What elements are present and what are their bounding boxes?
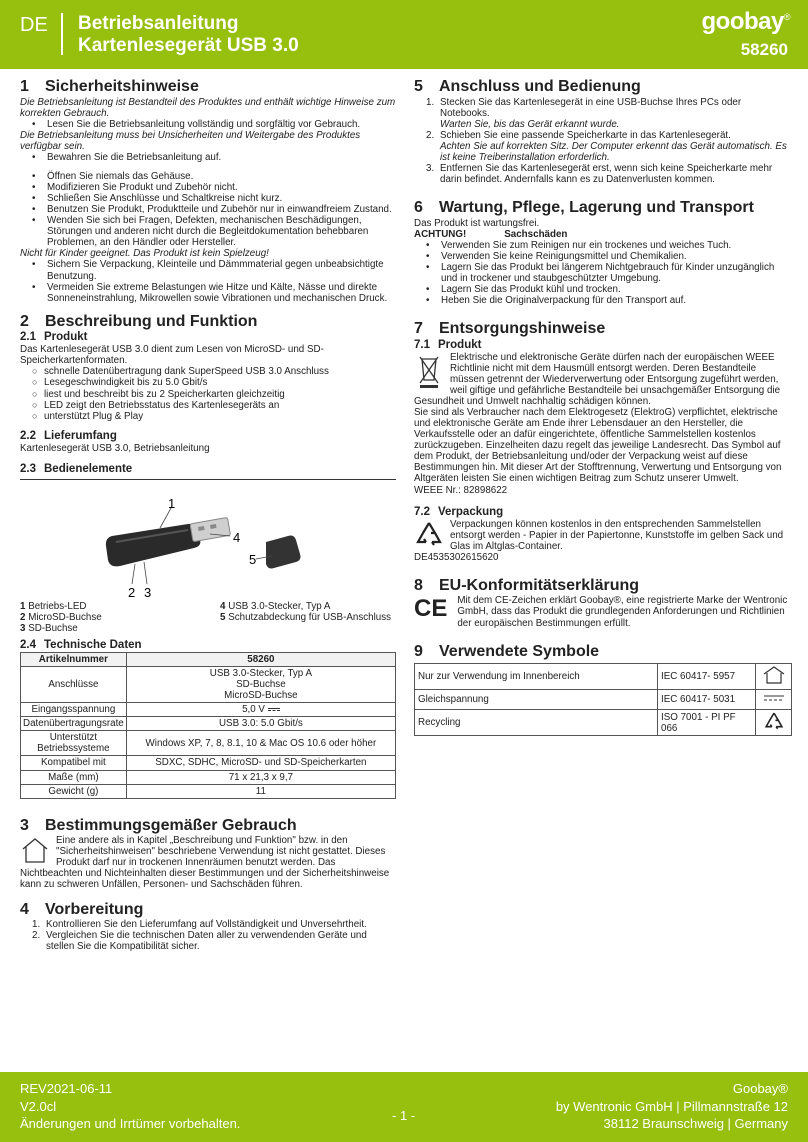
table-row: Kompatibel mit SDXC, SDHC, MicroSD- und SD-Speicherkarten	[21, 756, 396, 770]
list-item: • Modifizieren Sie Produkt und Zubehör nicht.	[20, 182, 396, 193]
legend-item: 1 Betriebs-LED	[20, 600, 87, 612]
doc-title: Betriebsanleitung	[78, 13, 239, 34]
safety-intro: Die Betriebsanleitung ist Bestandteil des Produktes und enthält wichtige Hinweise zum korrekten Gebrauch.	[20, 96, 396, 119]
list-item: • Wenden Sie sich bei Fragen, Defekten, mechanischen Beschädigungen, Störungen und anderen nicht durch die Begleitdokumentation behebbaren Problemen, an den Händler oder Hersteller.	[20, 215, 396, 248]
page-header	[0, 0, 808, 69]
child-warning: Nicht für Kinder geeignet. Das Produkt ist kein Spielzeug!	[20, 248, 269, 260]
section-8-heading: 8 EU-Konformitätserklärung	[414, 576, 640, 594]
callout-3: 3	[144, 584, 152, 599]
list-item: • Lagern Sie das Produkt bei längerem Nichtgebrauch für Kinder unzugänglich und in trockener und staubgeschützter Umgebung.	[414, 262, 792, 284]
article-number: 58260	[740, 40, 788, 59]
recycling-icon	[414, 520, 444, 548]
subsection-7-1: 7.1 Produkt	[414, 338, 482, 351]
right-column	[414, 76, 792, 736]
safety-list	[20, 171, 396, 248]
table-row: Datenübertragungsrate USB 3.0: 5.0 Gbit/s	[21, 717, 396, 731]
section-1-heading: 1 Sicherheitshinweise	[20, 78, 199, 95]
product-description: Das Kartenlesegerät USB 3.0 dient zum Lesen von MicroSD- und SD-Speicherkartenformaten.	[20, 344, 324, 367]
intended-use: Eine andere als in Kapitel „Beschreibung und Funktion" bzw. in den "Sicherheitshinweisen" beschriebene Verwendung ist nicht gestattet. Dieses Produkt darf nur in trockenen Innenräumen benutzt werden. Das Nichtbeachten und Nichteinhalten dieser Bestimmungen und der Sicherheitshinweise kann zu schweren Unfällen, Personen- und Sachschäden führen.	[20, 835, 390, 891]
table-row: Nur zur Verwendung im Innenbereich IEC 60417- 5957	[415, 664, 792, 690]
list-item: ○ Lesegeschwindigkeit bis zu 5.0 Gbit/s	[20, 377, 396, 388]
subsection-2-1: 2.1 Produkt	[20, 331, 88, 344]
table-row: Unterstützt Betriebssysteme Windows XP, 7, 8, 8.1, 10 & Mac OS 10.6 oder höher	[21, 731, 396, 756]
section-4-heading: 4 Vorbereitung	[20, 900, 144, 918]
house-icon	[20, 836, 50, 864]
list-item: • Sichern Sie Verpackung, Kleinteile und Dämmmaterial gegen unbeabsichtigte Benutzung.	[20, 259, 396, 281]
brand-logo: goobay®	[701, 8, 790, 35]
table-row: Anschlüsse USB 3.0-Stecker, Typ A SD-Buchse MicroSD-Buchse	[21, 667, 396, 703]
subsection-2-2: 2.2 Lieferumfang	[20, 429, 117, 442]
card-reader-illustration	[20, 484, 396, 599]
weee-number: WEEE Nr.: 82898622	[414, 484, 508, 496]
diagram-legend	[20, 601, 396, 634]
recycling-icon	[763, 711, 785, 731]
language-code: DE	[20, 14, 48, 36]
maintenance-list	[414, 240, 792, 306]
list-item: • Vermeiden Sie extreme Belastungen wie Hitze und Kälte, Nässe und direkte Sonneneinstrahlung, Mikrowellen sowie Vibrationen und mechanischen Druck.	[20, 282, 396, 304]
legend-item: 4 USB 3.0-Stecker, Typ A	[220, 600, 331, 612]
warning-label: ACHTUNG! Sachschäden	[414, 228, 568, 240]
technical-data-table	[20, 652, 396, 799]
subsection-2-4: 2.4 Technische Daten	[20, 638, 142, 651]
disposal-obligation: Sie sind als Verbraucher nach dem Elektrogesetz (ElektroG) verpflichtet, elektrische und elektronische Geräte am Ende ihrer Lebensdauer an den Hersteller, die Verkaufsstelle oder an dafür eingerichtete, öffentliche Sammelstellen kostenlos zurückzugeben. Einzelheiten dazu regelt das jeweilige Landesrecht. Das Symbol auf dem Produkt, der Betriebsanleitung und/oder der Verpackung weist auf diese Bestimmungen hin. Mit dieser Art der Stofftrennung, Verwertung und Entsorgung von Altgeräten leisten Sie einen wichtigen Beitrag zum Schutz unserer Umwelt.	[414, 407, 782, 485]
section-3-heading: 3 Bestimmungsgemäßer Gebrauch	[20, 816, 297, 834]
weee-bin-icon	[414, 353, 444, 389]
list-item: 3. Entfernen Sie das Kartenlesegerät erst, wenn sich keine Speicherkarte mehr darin befindet. Andernfalls kann es zu Datenverlusten kommen.	[426, 162, 773, 186]
section-7-heading: 7 Entsorgungshinweise	[414, 320, 606, 338]
table-row: Gewicht (g) 11	[21, 784, 396, 798]
table-header: Artikelnummer	[21, 652, 127, 666]
dc-voltage-icon	[762, 693, 786, 703]
list-item: ○ unterstützt Plug & Play	[20, 411, 396, 422]
legend-item: 2 MicroSD-Buchse	[20, 611, 102, 623]
page-footer	[0, 1072, 808, 1142]
dc-symbol-icon	[268, 708, 280, 711]
callout-5: 5	[249, 551, 257, 567]
legend-item: 3 SD-Buchse	[20, 622, 78, 634]
list-item: • Bewahren Sie die Betriebsanleitung auf.	[20, 152, 396, 163]
list-item: 1. Kontrollieren Sie den Lieferumfang auf Vollständigkeit und Unversehrtheit.	[32, 919, 367, 931]
section-6-heading: 6 Wartung, Pflege, Lagerung und Transport	[414, 199, 754, 217]
list-item: • Verwenden Sie zum Reinigen nur ein trockenes und weiches Tuch.	[414, 240, 792, 251]
feature-list	[20, 366, 396, 421]
list-item: • Lesen Sie die Betriebsanleitung vollständig und sorgfältig vor Gebrauch.	[20, 119, 396, 130]
list-item: 2. Schieben Sie eine passende Speicherkarte in das Kartenlesegerät. Achten Sie auf korrekten Sitz. Der Computer erkennt das Gerät automatisch. Es ist keine Treiberinstallation erforderlich.	[426, 129, 787, 163]
legend-item: 5 Schutzabdeckung für USB-Anschluss	[220, 611, 392, 623]
scope-of-delivery: Kartenlesegerät USB 3.0, Betriebsanleitung	[20, 442, 210, 454]
ce-mark-icon: CE	[414, 595, 448, 623]
list-item: • Lagern Sie das Produkt kühl und trocken.	[414, 284, 792, 295]
callout-4: 4	[233, 529, 241, 545]
packaging-reg-number: DE4535302615620	[414, 551, 499, 563]
table-row: Eingangsspannung 5,0 V	[21, 703, 396, 717]
callout-2: 2	[128, 584, 136, 599]
list-item: • Heben Sie die Originalverpackung für den Transport auf.	[414, 295, 792, 306]
list-item: • Benutzen Sie Produkt, Produktteile und Zubehör nur in einwandfreiem Zustand.	[20, 204, 396, 215]
safety-intro-2: Die Betriebsanleitung muss bei Unsicherheiten und Weitergabe des Produktes verfügbar sein.	[20, 129, 361, 152]
footer-right: Goobay® by Wentronic GmbH | Pillmannstraße 12 38112 Braunschweig | Germany	[555, 1081, 788, 1132]
preparation-list	[20, 919, 396, 952]
list-item: • Öffnen Sie niemals das Gehäuse.	[20, 171, 396, 182]
table-header: 58260	[126, 652, 395, 666]
left-column	[20, 76, 396, 952]
symbols-table	[414, 663, 792, 736]
list-item: 1. Stecken Sie das Kartenlesegerät in eine USB-Buchse Ihres PCs oder Notebooks. Warten Sie, bis das Gerät erkannt wurde.	[426, 96, 742, 130]
section-9-heading: 9 Verwendete Symbole	[414, 642, 600, 660]
table-row: Maße (mm) 71 x 21,3 x 9,7	[21, 770, 396, 784]
list-item: 2. Vergleichen Sie die technischen Daten aller zu verwendenden Geräte und stellen Sie die Kompatibilität sicher.	[32, 930, 367, 953]
table-row: Recycling ISO 7001 - PI PF 066	[415, 710, 792, 736]
product-diagram	[20, 484, 396, 599]
maintenance-free: Das Produkt ist wartungsfrei.	[414, 217, 540, 229]
list-item: ○ liest und beschreibt bis zu 2 Speicherkarten gleichzeitig	[20, 389, 396, 400]
indoor-house-icon	[762, 665, 786, 685]
eu-conformity: CE Mit dem CE-Zeichen erklärt Goobay®, eine registrierte Marke der Wentronic GmbH, dass das Produkt die grundlegenden Anforderungen und Richtlinien der europäischen Bestimmungen erfüllt.	[414, 595, 788, 629]
section-5-heading: 5 Anschluss und Bedienung	[414, 78, 641, 95]
doc-subtitle: Kartenlesegerät USB 3.0	[78, 35, 299, 56]
list-item: ○ schnelle Datenübertragung dank SuperSpeed USB 3.0 Anschluss	[20, 366, 396, 377]
page-number: - 1 -	[392, 1108, 416, 1123]
table-row: Gleichspannung IEC 60417- 5031	[415, 690, 792, 710]
disposal-packaging: Verpackungen können kostenlos in den entsprechenden Sammelstellen entsorgt werden - Papier in der Papiertonne, Kunststoffe im gelben Sack und Glas im Altglas-Container.	[414, 519, 792, 552]
header-divider	[61, 13, 63, 55]
section-2-heading: 2 Beschreibung und Funktion	[20, 312, 258, 330]
callout-1: 1	[168, 495, 176, 511]
subsection-2-3: 2.3 Bedienelemente	[20, 462, 133, 475]
subsection-7-2: 7.2 Verpackung	[414, 505, 504, 518]
list-item: • Schließen Sie Anschlüsse und Schaltkreise nicht kurz.	[20, 193, 396, 204]
footer-left: REV2021-06-11 V2.0cl Änderungen und Irrtümer vorbehalten.	[20, 1081, 241, 1132]
list-item: • Verwenden Sie keine Reinigungsmittel und Chemikalien.	[414, 251, 792, 262]
list-item: ○ LED zeigt den Betriebsstatus des Kartenlesegeräts an	[20, 400, 396, 411]
disposal-product: Elektrische und elektronische Geräte dürfen nach der europäischen WEEE Richtlinie nicht mit dem Hausmüll entsorgt werden. Deren Bestandteile müssen getrennt der Wiederverwertung oder Entsorgung zugeführt werden, weil giftige und gefährliche Bestandteile bei unsachgemäßer Entsorgung die Gesundheit und Umwelt nachhaltig schädigen können.	[414, 351, 781, 408]
operation-list	[414, 97, 792, 186]
